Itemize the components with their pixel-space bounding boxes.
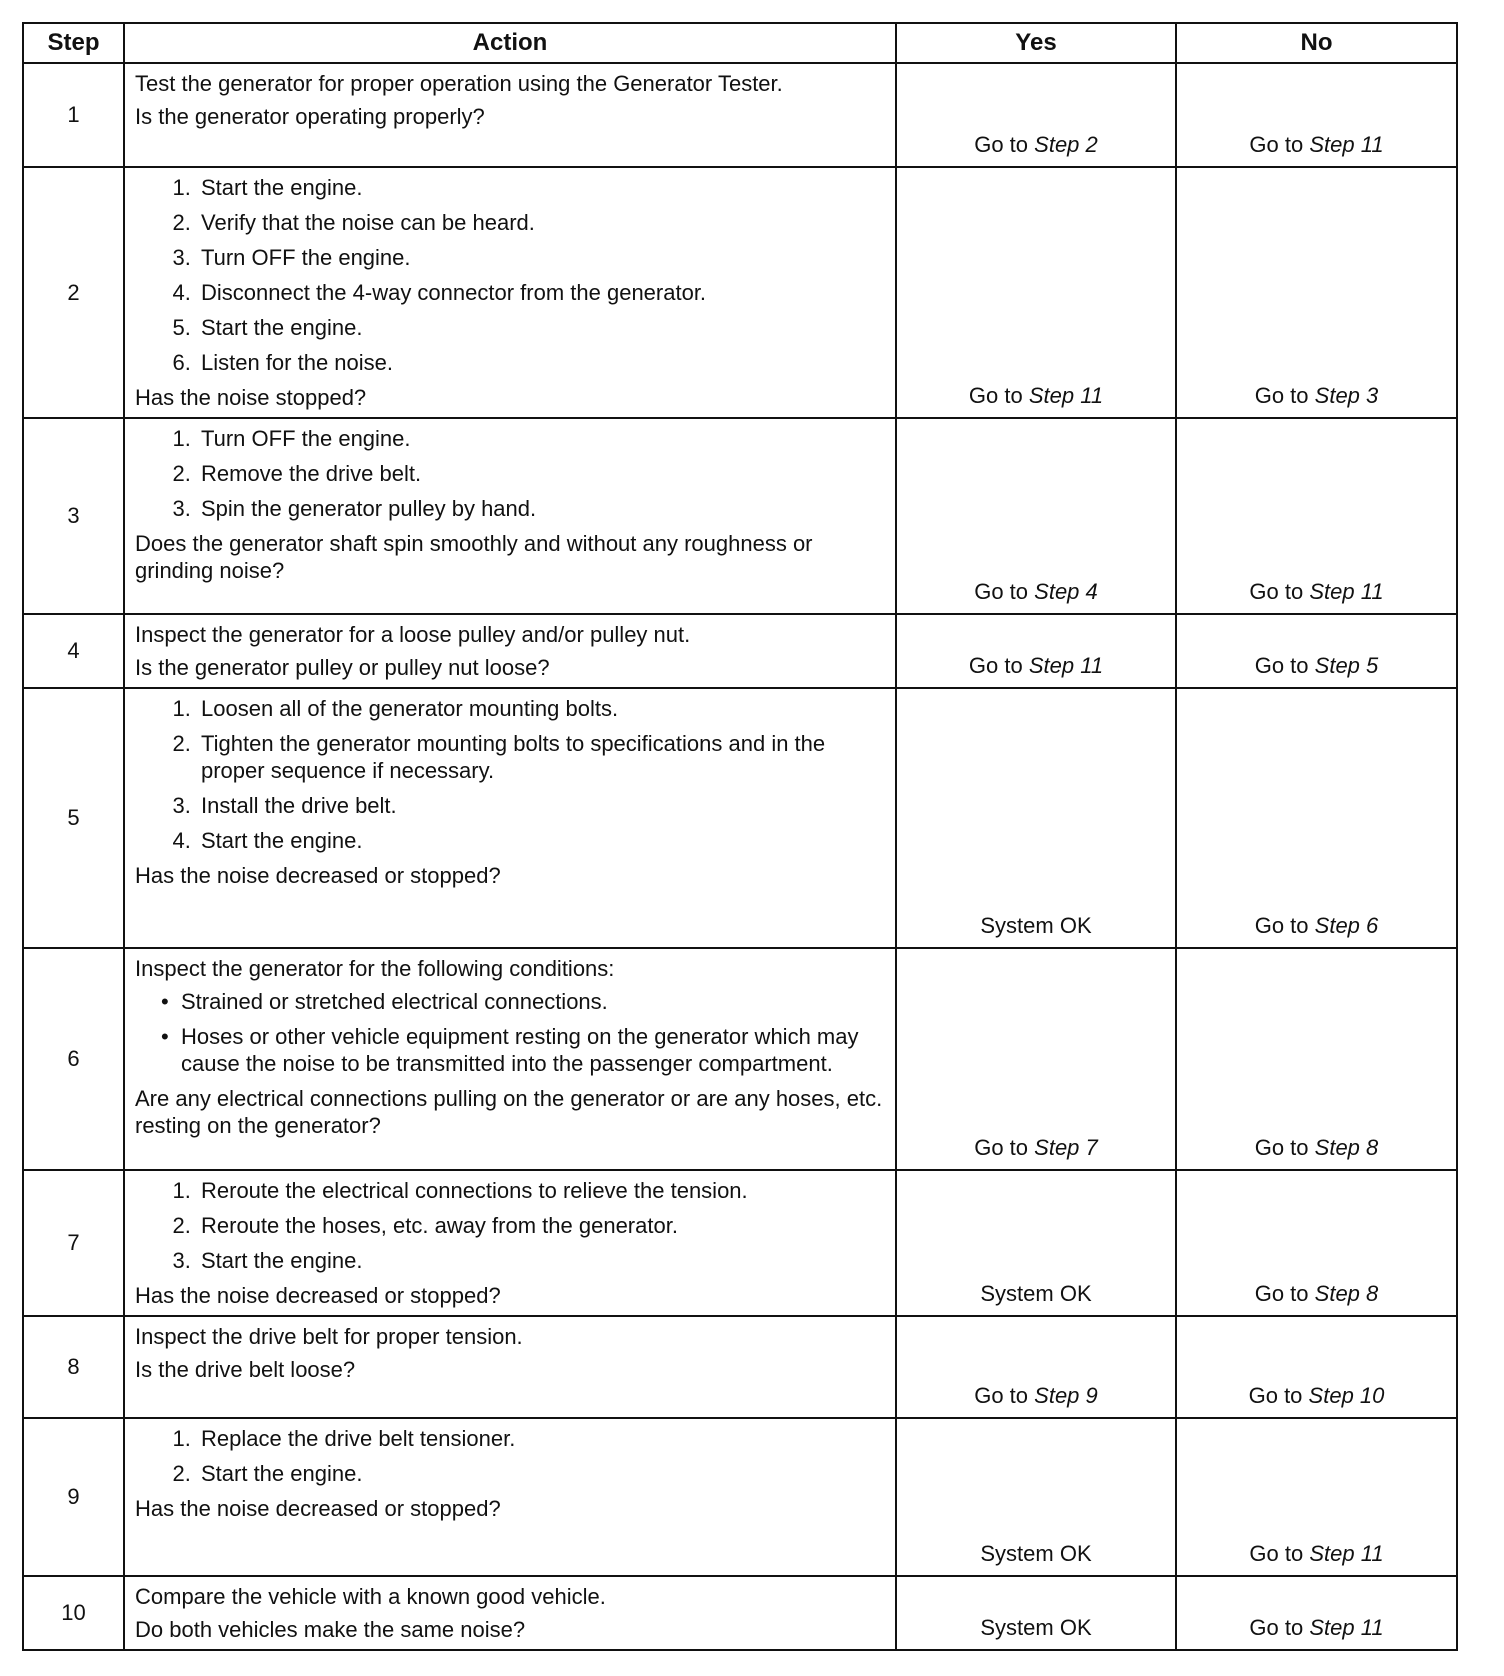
no-cell: [1176, 1576, 1457, 1650]
action-steps: [135, 174, 885, 384]
action-steps: [135, 425, 885, 530]
yes-cell: [896, 63, 1176, 167]
no-prefix: Go to: [1248, 1383, 1303, 1408]
action-cell: [124, 1316, 896, 1418]
action-steps: [135, 1425, 885, 1495]
table-row: [23, 418, 1457, 614]
action-cell: [124, 418, 896, 614]
yes-prefix: Go to: [974, 132, 1029, 157]
action-intro: Inspect the generator for the following conditions:: [135, 956, 615, 981]
step-number: 6: [23, 948, 124, 1170]
yes-prefix: Go to: [974, 579, 1029, 604]
no-prefix: Go to: [1254, 1281, 1309, 1306]
yes-prefix: Go to: [974, 1135, 1029, 1160]
header-step: Step: [23, 23, 124, 63]
step-number: 2: [23, 167, 124, 418]
no-target: Step 11: [1309, 1541, 1384, 1566]
no-cell: [1176, 418, 1457, 614]
table-row: [23, 1418, 1457, 1576]
action-question: Is the generator pulley or pulley nut loose?: [135, 655, 550, 680]
action-step-item: 1. Turn OFF the engine.: [197, 425, 885, 452]
action-cell: [124, 614, 896, 688]
action-cell: [124, 167, 896, 418]
no-target: Step 11: [1309, 1615, 1384, 1640]
no-target: Step 8: [1314, 1281, 1379, 1306]
step-number: 1: [23, 63, 124, 167]
yes-cell: [896, 948, 1176, 1170]
condition-item: • Hoses or other vehicle equipment resting on the generator which may cause the noise to be transmitted into the passenger compartment.: [181, 1023, 885, 1077]
yes-target: Step 7: [1034, 1135, 1098, 1160]
no-target: Step 11: [1309, 579, 1384, 604]
action-question: Are any electrical connections pulling on the generator or are any hoses, etc. resting on the generator?: [135, 1086, 883, 1138]
yes-target: Step 11: [1028, 653, 1104, 678]
table-row: [23, 63, 1457, 167]
yes-cell: [896, 614, 1176, 688]
step-number: 3: [23, 418, 124, 614]
header-no: No: [1176, 23, 1457, 63]
step-number: 8: [23, 1316, 124, 1418]
action-step-item: 4. Start the engine.: [197, 827, 885, 854]
action-question: Is the generator operating properly?: [135, 104, 485, 129]
action-steps: [135, 1177, 885, 1282]
no-target: Step 8: [1314, 1135, 1379, 1160]
no-prefix: Go to: [1254, 653, 1309, 678]
no-prefix: Go to: [1254, 1135, 1309, 1160]
no-cell: [1176, 948, 1457, 1170]
yes-target: Step 9: [1034, 1383, 1098, 1408]
action-question: Has the noise decreased or stopped?: [135, 1283, 501, 1308]
action-cell: [124, 63, 896, 167]
action-intro: Compare the vehicle with a known good vehicle.: [135, 1584, 606, 1609]
table-row: [23, 1170, 1457, 1316]
action-question: Has the noise stopped?: [135, 385, 367, 410]
action-step-item: 3. Turn OFF the engine.: [197, 244, 885, 271]
action-step-item: 1. Start the engine.: [197, 174, 885, 201]
yes-cell: [896, 1316, 1176, 1418]
no-cell: [1176, 614, 1457, 688]
yes-target: Step 11: [1028, 383, 1104, 408]
action-step-item: 3. Start the engine.: [197, 1247, 885, 1274]
header-yes: Yes: [896, 23, 1176, 63]
no-cell: [1176, 688, 1457, 948]
yes-target: Step 2: [1034, 132, 1098, 157]
action-cell: [124, 948, 896, 1170]
table-row: [23, 688, 1457, 948]
header-row: [23, 23, 1457, 63]
action-intro: Test the generator for proper operation using the Generator Tester.: [135, 71, 783, 96]
condition-item: • Strained or stretched electrical connections.: [181, 988, 885, 1015]
action-step-item: 1. Reroute the electrical connections to relieve the tension.: [197, 1177, 885, 1204]
yes-prefix: Go to: [968, 383, 1023, 408]
action-step-item: 5. Start the engine.: [197, 314, 885, 341]
yes-cell: [896, 167, 1176, 418]
action-step-item: 2. Tighten the generator mounting bolts to specifications and in the proper sequence if necessary.: [197, 730, 885, 784]
action-step-item: 1. Replace the drive belt tensioner.: [197, 1425, 885, 1452]
no-prefix: Go to: [1249, 579, 1304, 604]
action-step-item: 6. Listen for the noise.: [197, 349, 885, 376]
step-number: 5: [23, 688, 124, 948]
no-prefix: Go to: [1249, 1541, 1304, 1566]
yes-cell: System OK: [896, 688, 1176, 948]
header-action: Action: [124, 23, 896, 63]
action-step-item: 3. Spin the generator pulley by hand.: [197, 495, 885, 522]
no-target: Step 5: [1314, 653, 1379, 678]
yes-cell: System OK: [896, 1170, 1176, 1316]
no-prefix: Go to: [1254, 383, 1309, 408]
yes-prefix: Go to: [974, 1383, 1029, 1408]
no-target: Step 3: [1314, 383, 1379, 408]
step-number: 7: [23, 1170, 124, 1316]
yes-target: Step 4: [1034, 579, 1098, 604]
condition-list: [135, 988, 885, 1077]
no-cell: [1176, 63, 1457, 167]
action-intro: Inspect the generator for a loose pulley and/or pulley nut.: [135, 622, 691, 647]
no-prefix: Go to: [1254, 913, 1309, 938]
action-step-item: 4. Disconnect the 4-way connector from the generator.: [197, 279, 885, 306]
yes-prefix: Go to: [968, 653, 1023, 678]
no-prefix: Go to: [1249, 132, 1304, 157]
action-question: Is the drive belt loose?: [135, 1357, 356, 1382]
yes-cell: [896, 418, 1176, 614]
action-question: Do both vehicles make the same noise?: [135, 1617, 526, 1642]
action-intro: Inspect the drive belt for proper tension.: [135, 1324, 523, 1349]
action-step-item: 2. Remove the drive belt.: [197, 460, 885, 487]
action-step-item: 2. Reroute the hoses, etc. away from the generator.: [197, 1212, 885, 1239]
step-number: 4: [23, 614, 124, 688]
no-cell: [1176, 1418, 1457, 1576]
action-question: Does the generator shaft spin smoothly and without any roughness or grinding noise?: [135, 531, 813, 583]
no-cell: [1176, 167, 1457, 418]
no-target: Step 10: [1308, 1383, 1385, 1408]
action-cell: [124, 1576, 896, 1650]
table-row: [23, 1576, 1457, 1650]
yes-cell: System OK: [896, 1418, 1176, 1576]
table-row: [23, 1316, 1457, 1418]
action-cell: [124, 688, 896, 948]
diagnostic-table: [22, 22, 1458, 1651]
yes-cell: System OK: [896, 1576, 1176, 1650]
no-cell: [1176, 1316, 1457, 1418]
no-target: Step 6: [1314, 913, 1379, 938]
action-step-item: 3. Install the drive belt.: [197, 792, 885, 819]
no-target: Step 11: [1309, 132, 1384, 157]
action-steps: [135, 695, 885, 862]
action-question: Has the noise decreased or stopped?: [135, 863, 501, 888]
table-row: [23, 614, 1457, 688]
no-cell: [1176, 1170, 1457, 1316]
action-question: Has the noise decreased or stopped?: [135, 1496, 501, 1521]
no-prefix: Go to: [1249, 1615, 1304, 1640]
table-row: [23, 167, 1457, 418]
action-step-item: 2. Verify that the noise can be heard.: [197, 209, 885, 236]
table-row: [23, 948, 1457, 1170]
action-step-item: 1. Loosen all of the generator mounting bolts.: [197, 695, 885, 722]
action-step-item: 2. Start the engine.: [197, 1460, 885, 1487]
step-number: 10: [23, 1576, 124, 1650]
action-cell: [124, 1418, 896, 1576]
action-cell: [124, 1170, 896, 1316]
step-number: 9: [23, 1418, 124, 1576]
